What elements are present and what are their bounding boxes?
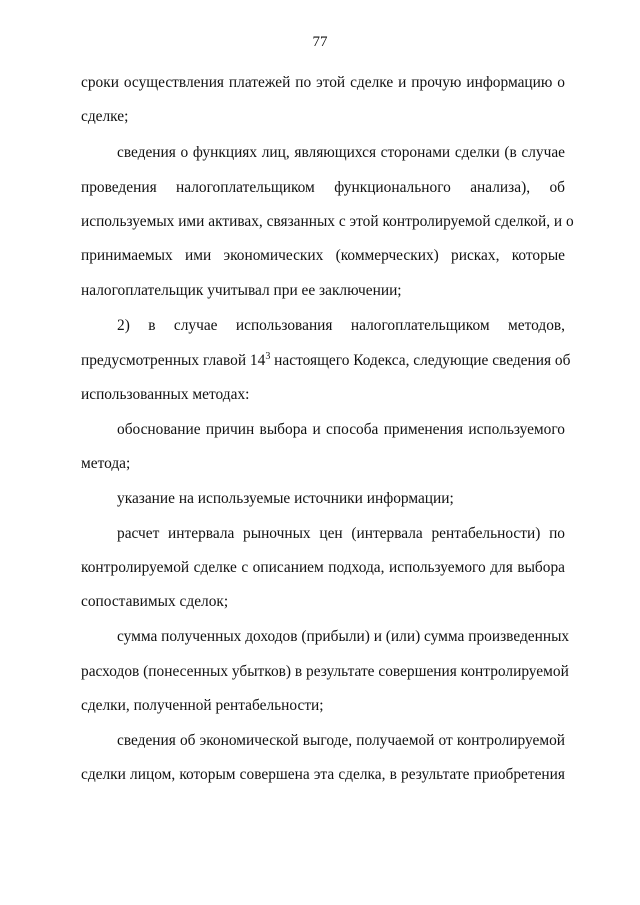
text-line: сведения о функциях лиц, являющихся сторонами сделки (в случае — [117, 144, 565, 161]
text-line: метода; — [81, 455, 131, 472]
text-line: принимаемых ими экономических (коммерческих) рисках, которые — [81, 247, 565, 264]
text-line: расчет интервала рыночных цен (интервала рентабельности) по — [117, 525, 565, 542]
text-line: контролируемой сделке с описанием подхода, используемого для выбора — [81, 559, 565, 576]
text-line: 2) в случае использования налогоплательщиком методов, — [117, 317, 565, 334]
text-line: сроки осуществления платежей по этой сделке и прочую информацию о — [81, 74, 565, 91]
text-line: налогоплательщик учитывал при ее заключении; — [81, 282, 402, 299]
text-line: указание на используемые источники информации; — [117, 490, 454, 507]
text-line: используемых ими активах, связанных с этой контролируемой сделкой, и о — [81, 213, 574, 230]
text-line: проведения налогоплательщиком функционального анализа), об — [81, 179, 565, 196]
page-number: 77 — [312, 34, 328, 50]
text-line: сделки, полученной рентабельности; — [81, 697, 324, 714]
text-line: сумма полученных доходов (прибыли) и (или) сумма произведенных — [117, 628, 570, 645]
text-line: расходов (понесенных убытков) в результате совершения контролируемой — [81, 663, 569, 680]
text-line: сведения об экономической выгоде, получаемой от контролируемой — [117, 732, 565, 749]
text-line: обоснование причин выбора и способа применения используемого — [117, 421, 565, 438]
text-line: сопоставимых сделок; — [81, 593, 229, 610]
text-line: использованных методах: — [81, 386, 250, 403]
superscript: 3 — [265, 351, 271, 362]
text-line: сделки лицом, которым совершена эта сделка, в результате приобретения — [81, 766, 565, 783]
text-line: сделке; — [81, 108, 129, 125]
text-line: предусмотренных главой $14^3$ настоящего Кодекса, следующие сведения об — [81, 351, 571, 369]
